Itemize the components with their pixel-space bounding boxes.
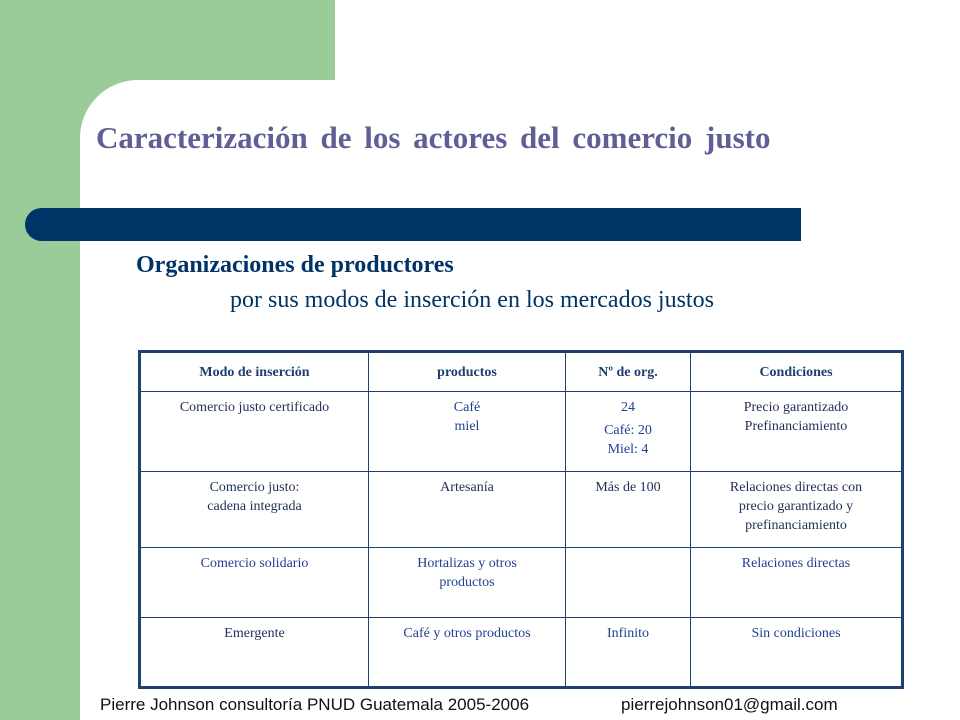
header-productos: productos [369,352,566,392]
cell-modo [140,548,369,618]
cell-text: Café [453,400,481,415]
header-org: Nº de org. [566,352,691,392]
cell-text: Precio garantizado [743,400,849,415]
cell-text: Comercio justo certificado [179,400,330,415]
cell-condiciones [691,548,903,618]
cell-text: Comercio justo: [209,480,300,495]
table-row [140,548,903,618]
cell-productos [369,472,566,548]
cell-text: Sin condiciones [751,626,841,641]
cell-org [566,618,691,688]
cell-condiciones [691,472,903,548]
cell-text: prefinanciamiento [745,518,847,533]
cell-text: Artesanía [440,480,494,495]
title-underline-bar [25,208,801,241]
cell-text: miel [454,419,480,434]
header-modo: Modo de inserción [140,352,369,392]
cell-productos [369,618,566,688]
cell-text: Comercio solidario [200,556,309,571]
cell-text: cadena integrada [207,499,302,514]
cell-condiciones [691,392,903,472]
cell-text: Café: 20 [604,423,652,438]
cell-text: Más de 100 [595,480,661,495]
table-row [140,392,903,472]
cell-org [566,472,691,548]
cell-modo [140,472,369,548]
cell-condiciones [691,618,903,688]
header-condiciones: Condiciones [691,352,903,392]
table-header-row [140,352,903,392]
cell-text: Emergente [224,626,285,641]
cell-text: Café y otros productos [403,626,531,641]
cell-modo [140,392,369,472]
cell-text: productos [439,575,495,590]
cell-text: Prefinanciamiento [744,419,848,434]
cell-productos [369,392,566,472]
cell-productos [369,548,566,618]
table-row [140,472,903,548]
cell-text: Relaciones directas [741,556,851,571]
producer-organizations-table [138,350,904,689]
cell-text: Miel: 4 [607,442,649,457]
cell-text: Infinito [607,626,649,641]
cell-text: Relaciones directas con [729,480,863,495]
slide-subtitle-line2: por sus modos de inserción en los mercados justos [230,287,714,313]
footer-email: pierrejohnson01@gmail.com [621,695,838,714]
cell-text: 24 [621,400,635,415]
cell-text: precio garantizado y [738,499,854,514]
cell-org [566,548,691,618]
cell-org [566,392,691,472]
slide-title: Caracterización de los actores del comercio justo [96,120,771,155]
cell-text: Hortalizas y otros [417,556,517,571]
footer-author: Pierre Johnson consultoría PNUD Guatemala 2005-2006 [100,695,530,714]
slide-subtitle: Organizaciones de productores [136,252,454,278]
cell-modo [140,618,369,688]
table-row [140,618,903,688]
